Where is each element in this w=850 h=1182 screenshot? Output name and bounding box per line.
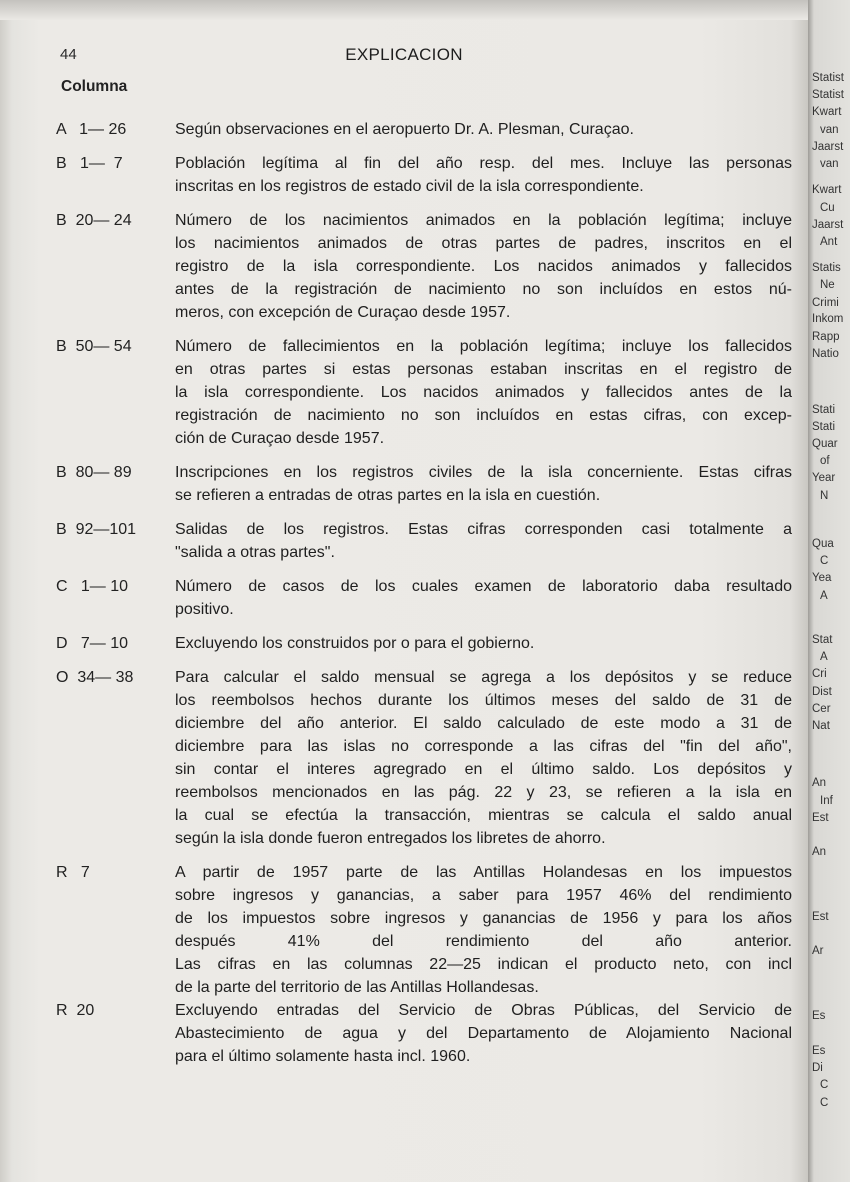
explanation-text (175, 118, 792, 141)
adjacent-page-edge (808, 0, 850, 1182)
explanation-entry (56, 461, 792, 507)
adjacent-page-fragment: Jaarst (812, 219, 844, 231)
adjacent-page-fragment: of (820, 455, 830, 467)
text-line: se refieren a entradas de otras partes en la isla en cuestión. (175, 487, 601, 504)
explanation-text (175, 461, 792, 507)
adjacent-page-fragment: Cri (812, 668, 827, 680)
text-line: de los impuestos sobre ingresos y ganancias de 1956 y para los años (175, 910, 792, 927)
adjacent-page-fragment: Quar (812, 438, 838, 450)
adjacent-page-fragment: An (812, 846, 827, 858)
text-line: para el último solamente hasta incl. 1960. (175, 1048, 471, 1065)
text-line: positivo. (175, 601, 234, 618)
explanation-entry (56, 666, 792, 850)
text-line: la isla correspondiente. Los nacidos animados y fallecidos antes de la (175, 384, 792, 401)
column-code: C 1— 10 (56, 578, 129, 595)
page-title: EXPLICACION (345, 45, 463, 64)
column-code: R 7 (56, 864, 90, 881)
column-code: O 34— 38 (56, 669, 134, 686)
column-code: R 20 (56, 1002, 95, 1019)
column-code: B 50— 54 (56, 338, 132, 355)
text-line: Población legítima al fin del año resp. del mes. Incluye las personas (175, 155, 792, 172)
text-line: antes de la registración de nacimiento no son incluídos en estos nú- (175, 281, 792, 298)
column-code: B 1— 7 (56, 155, 123, 172)
text-line: en otras partes si estas personas estaban inscritas en el registro de (175, 361, 792, 378)
adjacent-page-fragment: Es (812, 1010, 826, 1022)
explanation-text (175, 575, 792, 621)
text-line: diciembre del año anterior. El saldo calculado de este modo a 31 de (175, 715, 792, 732)
text-line: los reembolsos hechos durante los últimos meses del saldo de 31 de (175, 692, 792, 709)
adjacent-page-fragment: Es (812, 1045, 826, 1057)
text-line: Número de casos de los cuales examen de laboratorio daba resultado (175, 578, 792, 595)
page-top-shadow (0, 0, 808, 20)
column-code: B 80— 89 (56, 464, 132, 481)
adjacent-page-fragment: Crimi (812, 297, 839, 309)
explanation-entry (56, 518, 792, 564)
text-line: Abastecimiento de agua y del Departamento de Alojamiento Nacional (175, 1025, 792, 1042)
adjacent-page-fragment: Ant (820, 236, 838, 248)
adjacent-page-fragment: Stati (812, 421, 836, 433)
explanation-text (175, 209, 792, 324)
explanation-entry (56, 118, 792, 141)
adjacent-page-fragment: C (820, 1097, 829, 1109)
text-line: la cual se efectúa la transacción, mientras se calcula el saldo anual (175, 807, 792, 824)
text-line: los nacimientos animados de otras partes de padres, inscritos en el (175, 235, 792, 252)
column-code: B 92—101 (56, 521, 137, 538)
text-line: sin contar el interes agregrado en el último saldo. Los depósitos y (175, 761, 792, 778)
explanation-entry (56, 575, 792, 621)
text-line: Excluyendo los construidos por o para el gobierno. (175, 635, 535, 652)
explanation-list (56, 118, 792, 1068)
adjacent-page-fragment: Est (812, 911, 829, 923)
explanation-text (175, 632, 792, 655)
adjacent-page-fragment: Natio (812, 348, 839, 360)
text-line: "salida a otras partes". (175, 544, 335, 561)
explanation-text (175, 666, 792, 850)
text-line: registro de la isla correspondiente. Los nacidos animados y fallecidos (175, 258, 792, 275)
text-line: reembolsos mencionados en las pág. 22 y 23, se refieren a la isla en (175, 784, 792, 801)
adjacent-page-fragment: Statist (812, 72, 844, 84)
explanation-entry (56, 861, 792, 999)
adjacent-page-fragment: Est (812, 812, 829, 824)
adjacent-page-fragment: Rapp (812, 331, 840, 343)
adjacent-page-fragment: N (820, 490, 829, 502)
adjacent-page-fragment: Kwart (812, 184, 842, 196)
explanation-entry (56, 335, 792, 450)
adjacent-page-fragment: Ar (812, 945, 824, 957)
column-code: A 1— 26 (56, 121, 127, 138)
text-line: Las cifras en las columnas 22—25 indican el producto neto, con incl (175, 956, 792, 973)
text-line: Para calcular el saldo mensual se agrega a los depósitos y se reduce (175, 669, 792, 686)
adjacent-page-fragment: van (820, 158, 839, 170)
text-line: Según observaciones en el aeropuerto Dr. A. Plesman, Curaçao. (175, 121, 634, 138)
text-line: después 41% del rendimiento del año anterior. (175, 933, 792, 950)
explanation-entry (56, 152, 792, 198)
text-line: Salidas de los registros. Estas cifras corresponden casi totalmente a (175, 521, 792, 538)
text-line: ción de Curaçao desde 1957. (175, 430, 385, 447)
adjacent-page-fragment: An (812, 777, 827, 789)
page-number: 44 (60, 46, 77, 63)
adjacent-page-fragment: Stati (812, 404, 836, 416)
adjacent-page-fragment: Statist (812, 89, 844, 101)
adjacent-page-fragment: C (820, 555, 829, 567)
text-line: meros, con excepción de Curaçao desde 1957. (175, 304, 511, 321)
explanation-entry (56, 209, 792, 324)
adjacent-page-fragment: C (820, 1079, 829, 1091)
text-line: Número de los nacimientos animados en la población legítima; incluye (175, 212, 792, 229)
column-header: Columna (61, 78, 128, 95)
explanation-text (175, 152, 792, 198)
text-line: A partir de 1957 parte de las Antillas Holandesas en los impuestos (175, 864, 792, 881)
text-line: Inscripciones en los registros civiles de la isla concerniente. Estas cifras (175, 464, 792, 481)
adjacent-page-fragment: Inkom (812, 313, 844, 325)
explanation-entry (56, 999, 792, 1068)
text-line: Número de fallecimientos en la población legítima; incluye los fallecidos (175, 338, 792, 355)
text-line: sobre ingresos y ganancias, a saber para 1957 46% del rendimiento (175, 887, 792, 904)
adjacent-page-fragment: Jaarst (812, 141, 844, 153)
text-line: de la parte del territorio de las Antillas Hollandesas. (175, 979, 539, 996)
adjacent-page-fragment: Statis (812, 262, 841, 274)
text-line: diciembre para las islas no corresponde a las cifras del "fin del año", (175, 738, 792, 755)
adjacent-page-fragment: Di (812, 1062, 823, 1074)
column-code: D 7— 10 (56, 635, 129, 652)
explanation-text (175, 518, 792, 564)
adjacent-page-fragment: Nat (812, 720, 830, 732)
column-code: B 20— 24 (56, 212, 132, 229)
explanation-text (175, 335, 792, 450)
explanation-text (175, 999, 792, 1068)
adjacent-page-fragment: Kwart (812, 106, 842, 118)
adjacent-page-fragment: Cer (812, 703, 831, 715)
adjacent-page-fragment: Year (812, 472, 836, 484)
explanation-entry (56, 632, 792, 655)
adjacent-page-fragment: Cu (820, 202, 835, 214)
text-line: registración de nacimiento no son incluídos en estas cifras, con excep- (175, 407, 792, 424)
adjacent-page-fragment: Stat (812, 634, 833, 646)
explanation-text (175, 861, 792, 999)
adjacent-page-fragment: Inf (820, 795, 833, 807)
adjacent-page-fragment: Dist (812, 686, 832, 698)
adjacent-page-fragment: Yea (812, 572, 832, 584)
text-line: Excluyendo entradas del Servicio de Obras Públicas, del Servicio de (175, 1002, 792, 1019)
text-line: según la isla donde fueron entregados los libretes de ahorro. (175, 830, 606, 847)
text-line: inscritas en los registros de estado civil de la isla correspondiente. (175, 178, 644, 195)
adjacent-page-fragment: A (820, 590, 828, 602)
adjacent-page-fragment: Qua (812, 538, 834, 550)
adjacent-page-fragment: A (820, 651, 828, 663)
adjacent-page-fragment: Ne (820, 279, 835, 291)
adjacent-page-fragment: van (820, 124, 839, 136)
